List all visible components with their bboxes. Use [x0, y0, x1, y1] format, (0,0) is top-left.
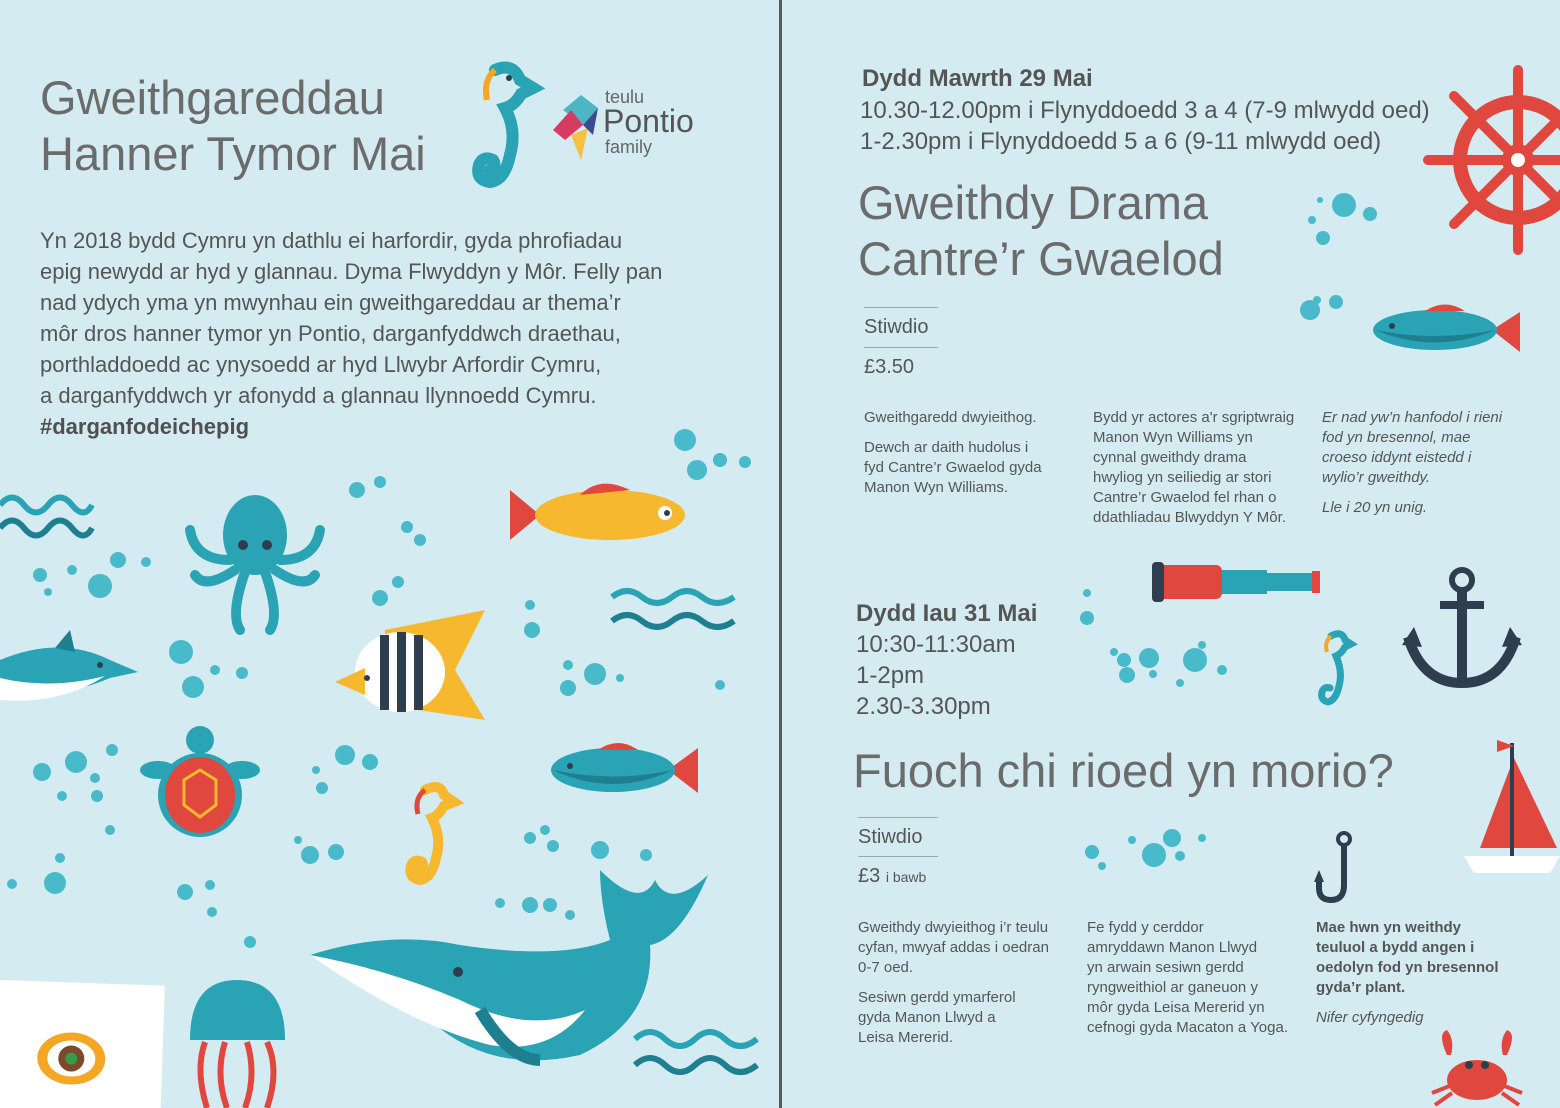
event1-col2-line: cynnal gweithdy drama	[1093, 449, 1247, 466]
event1-col1-line: Gweithgaredd dwyieithog.	[864, 409, 1037, 426]
event1-col2-line: Bydd yr actores a'r sgriptwraig	[1093, 409, 1295, 426]
event2-col1-line: gyda Manon Llwyd a	[858, 1009, 996, 1026]
event2-price-block	[858, 865, 926, 888]
event1-col1-line: fyd Cantre’r Gwaelod gyda	[864, 459, 1042, 476]
event2-col3-line: oedolyn fod yn bresennol	[1316, 959, 1499, 976]
right-page	[782, 0, 1560, 1108]
event1-col2-line: hwyliog yn seiliedig ar stori	[1093, 469, 1272, 486]
intro-line: Yn 2018 bydd Cymru yn dathlu ei harfordir, gyda phrofiadau	[40, 228, 623, 253]
title-line-1: Gweithgareddau	[40, 71, 385, 124]
divider-rule	[864, 307, 938, 308]
event1-venue: Stiwdio	[864, 316, 929, 338]
event1-col1	[864, 408, 1079, 498]
ship-wheel-icon	[1440, 60, 1560, 260]
event1-time: 10.30-12.00pm i Flynyddoedd 3 a 4 (7-9 mlwydd oed)	[860, 97, 1430, 124]
event1-title-line-1: Gweithdy Drama	[858, 176, 1208, 229]
anchor-icon	[1402, 565, 1522, 690]
event2-col2-line: Fe fydd y cerddor	[1087, 919, 1204, 936]
event2-col2-line: amryddawn Manon Llwyd	[1087, 939, 1258, 956]
event2-times	[856, 629, 1016, 722]
event1-times	[860, 95, 1430, 157]
event2-col1-line: Gweithdy dwyieithog i’r teulu	[858, 919, 1049, 936]
event2-time: 10:30-11:30am	[856, 631, 1016, 658]
event2-col2-line: yn arwain sesiwn gerdd	[1087, 959, 1244, 976]
event1-price: £3.50	[864, 356, 915, 378]
event1-col3-line: wylio’r gweithdy.	[1322, 469, 1431, 486]
event1-col2-line: ddathliadau Blwyddyn Y Môr.	[1093, 509, 1286, 526]
event2-col3-line: teuluol a bydd angen i	[1316, 939, 1475, 956]
page-title	[40, 70, 426, 182]
pontio-logo-mark	[553, 90, 603, 160]
logo-teulu: teulu	[605, 87, 645, 107]
title-line-2: Hanner Tymor Mai	[40, 127, 426, 180]
intro-line: môr dros hanner tymor yn Pontio, darganfyddwch draethau,	[40, 321, 621, 346]
event2-title: Fuoch chi rioed yn morio?	[853, 744, 1394, 797]
event1-title-line-2: Cantre’r Gwaelod	[858, 232, 1224, 285]
intro-paragraph	[40, 225, 740, 442]
event2-col3-line: Nifer cyfyngedig	[1316, 1009, 1424, 1026]
event2-col2-line: ryngweithiol ar ganeuon y	[1087, 979, 1258, 996]
event2-col3-line: Mae hwn yn weithdy	[1316, 919, 1462, 936]
event2-col1	[858, 918, 1078, 1048]
event2-price: £3	[858, 865, 881, 887]
seahorse-icon	[465, 60, 535, 195]
certificate-seal-icon	[34, 1029, 108, 1087]
event2-col1-line: 0-7 oed.	[858, 959, 914, 976]
event1-col2-line: Manon Wyn Williams yn	[1093, 429, 1253, 446]
hashtag: #darganfodeichepig	[40, 414, 250, 439]
event2-time: 2.30-3.30pm	[856, 693, 991, 720]
logo-pontio: Pontio	[603, 103, 694, 139]
bubbles-icon	[1072, 180, 1372, 900]
divider-rule	[858, 817, 938, 818]
event1-col1-line: Manon Wyn Williams.	[864, 479, 1009, 496]
event2-col3-line: gyda’r plant.	[1316, 979, 1406, 996]
event2-col1-line: cyfan, mwyaf addas i oedran	[858, 939, 1049, 956]
crab-icon	[1427, 1025, 1527, 1108]
divider-rule	[864, 347, 938, 348]
event2-col1-line: Sesiwn gerdd ymarferol	[858, 989, 1016, 1006]
event2-price-note: i bawb	[885, 869, 927, 885]
intro-line: porthladdoedd ac ynysoedd ar hyd Llwybr Arfordir Cymru,	[40, 352, 602, 377]
event2-col3	[1316, 918, 1536, 1028]
event1-col1-line: Dewch ar daith hudolus i	[864, 439, 1029, 456]
left-page	[0, 0, 779, 1108]
event2-col2	[1087, 918, 1307, 1038]
event2-day: Dydd Iau 31 Mai	[856, 600, 1038, 627]
jellyfish-icon	[185, 980, 290, 1108]
logo-family: family	[605, 137, 653, 157]
event1-col3-line: Er nad yw’n hanfodol i rieni	[1322, 409, 1503, 426]
event2-col2-line: môr gyda Leisa Mererid yn	[1087, 999, 1265, 1016]
sailboat-icon	[1462, 738, 1560, 878]
pontio-logo	[553, 85, 713, 165]
partner-certificate	[0, 980, 165, 1108]
event1-col3-line: croeso iddynt eistedd i	[1322, 449, 1472, 466]
event1-col3-line: fod yn bresennol, mae	[1322, 429, 1471, 446]
intro-line: epig newydd ar hyd y glannau. Dyma Flwyddyn y Môr. Felly pan	[40, 259, 663, 284]
event2-time: 1-2pm	[856, 662, 925, 689]
bubbles-icon	[0, 420, 779, 980]
fish-icon	[1370, 300, 1520, 360]
intro-line: a darganfyddwch yr afonydd a glannau llynnoedd Cymru.	[40, 383, 597, 408]
event1-day: Dydd Mawrth 29 Mai	[862, 65, 1093, 92]
event1-col3-line: Lle i 20 yn unig.	[1322, 499, 1428, 516]
event1-time: 1-2.30pm i Flynyddoedd 5 a 6 (9-11 mlwydd oed)	[860, 128, 1382, 155]
event2-venue: Stiwdio	[858, 826, 923, 848]
intro-line: nad ydych yma yn mwynhau ein gweithgareddau ar thema’r	[40, 290, 621, 315]
event2-col2-line: cefnogi gyda Macaton a Yoga.	[1087, 1019, 1288, 1036]
event1-col2-line: Cantre’r Gwaelod fel rhan o	[1093, 489, 1277, 506]
divider-rule	[858, 856, 938, 857]
event2-col1-line: Leisa Mererid.	[858, 1029, 954, 1046]
